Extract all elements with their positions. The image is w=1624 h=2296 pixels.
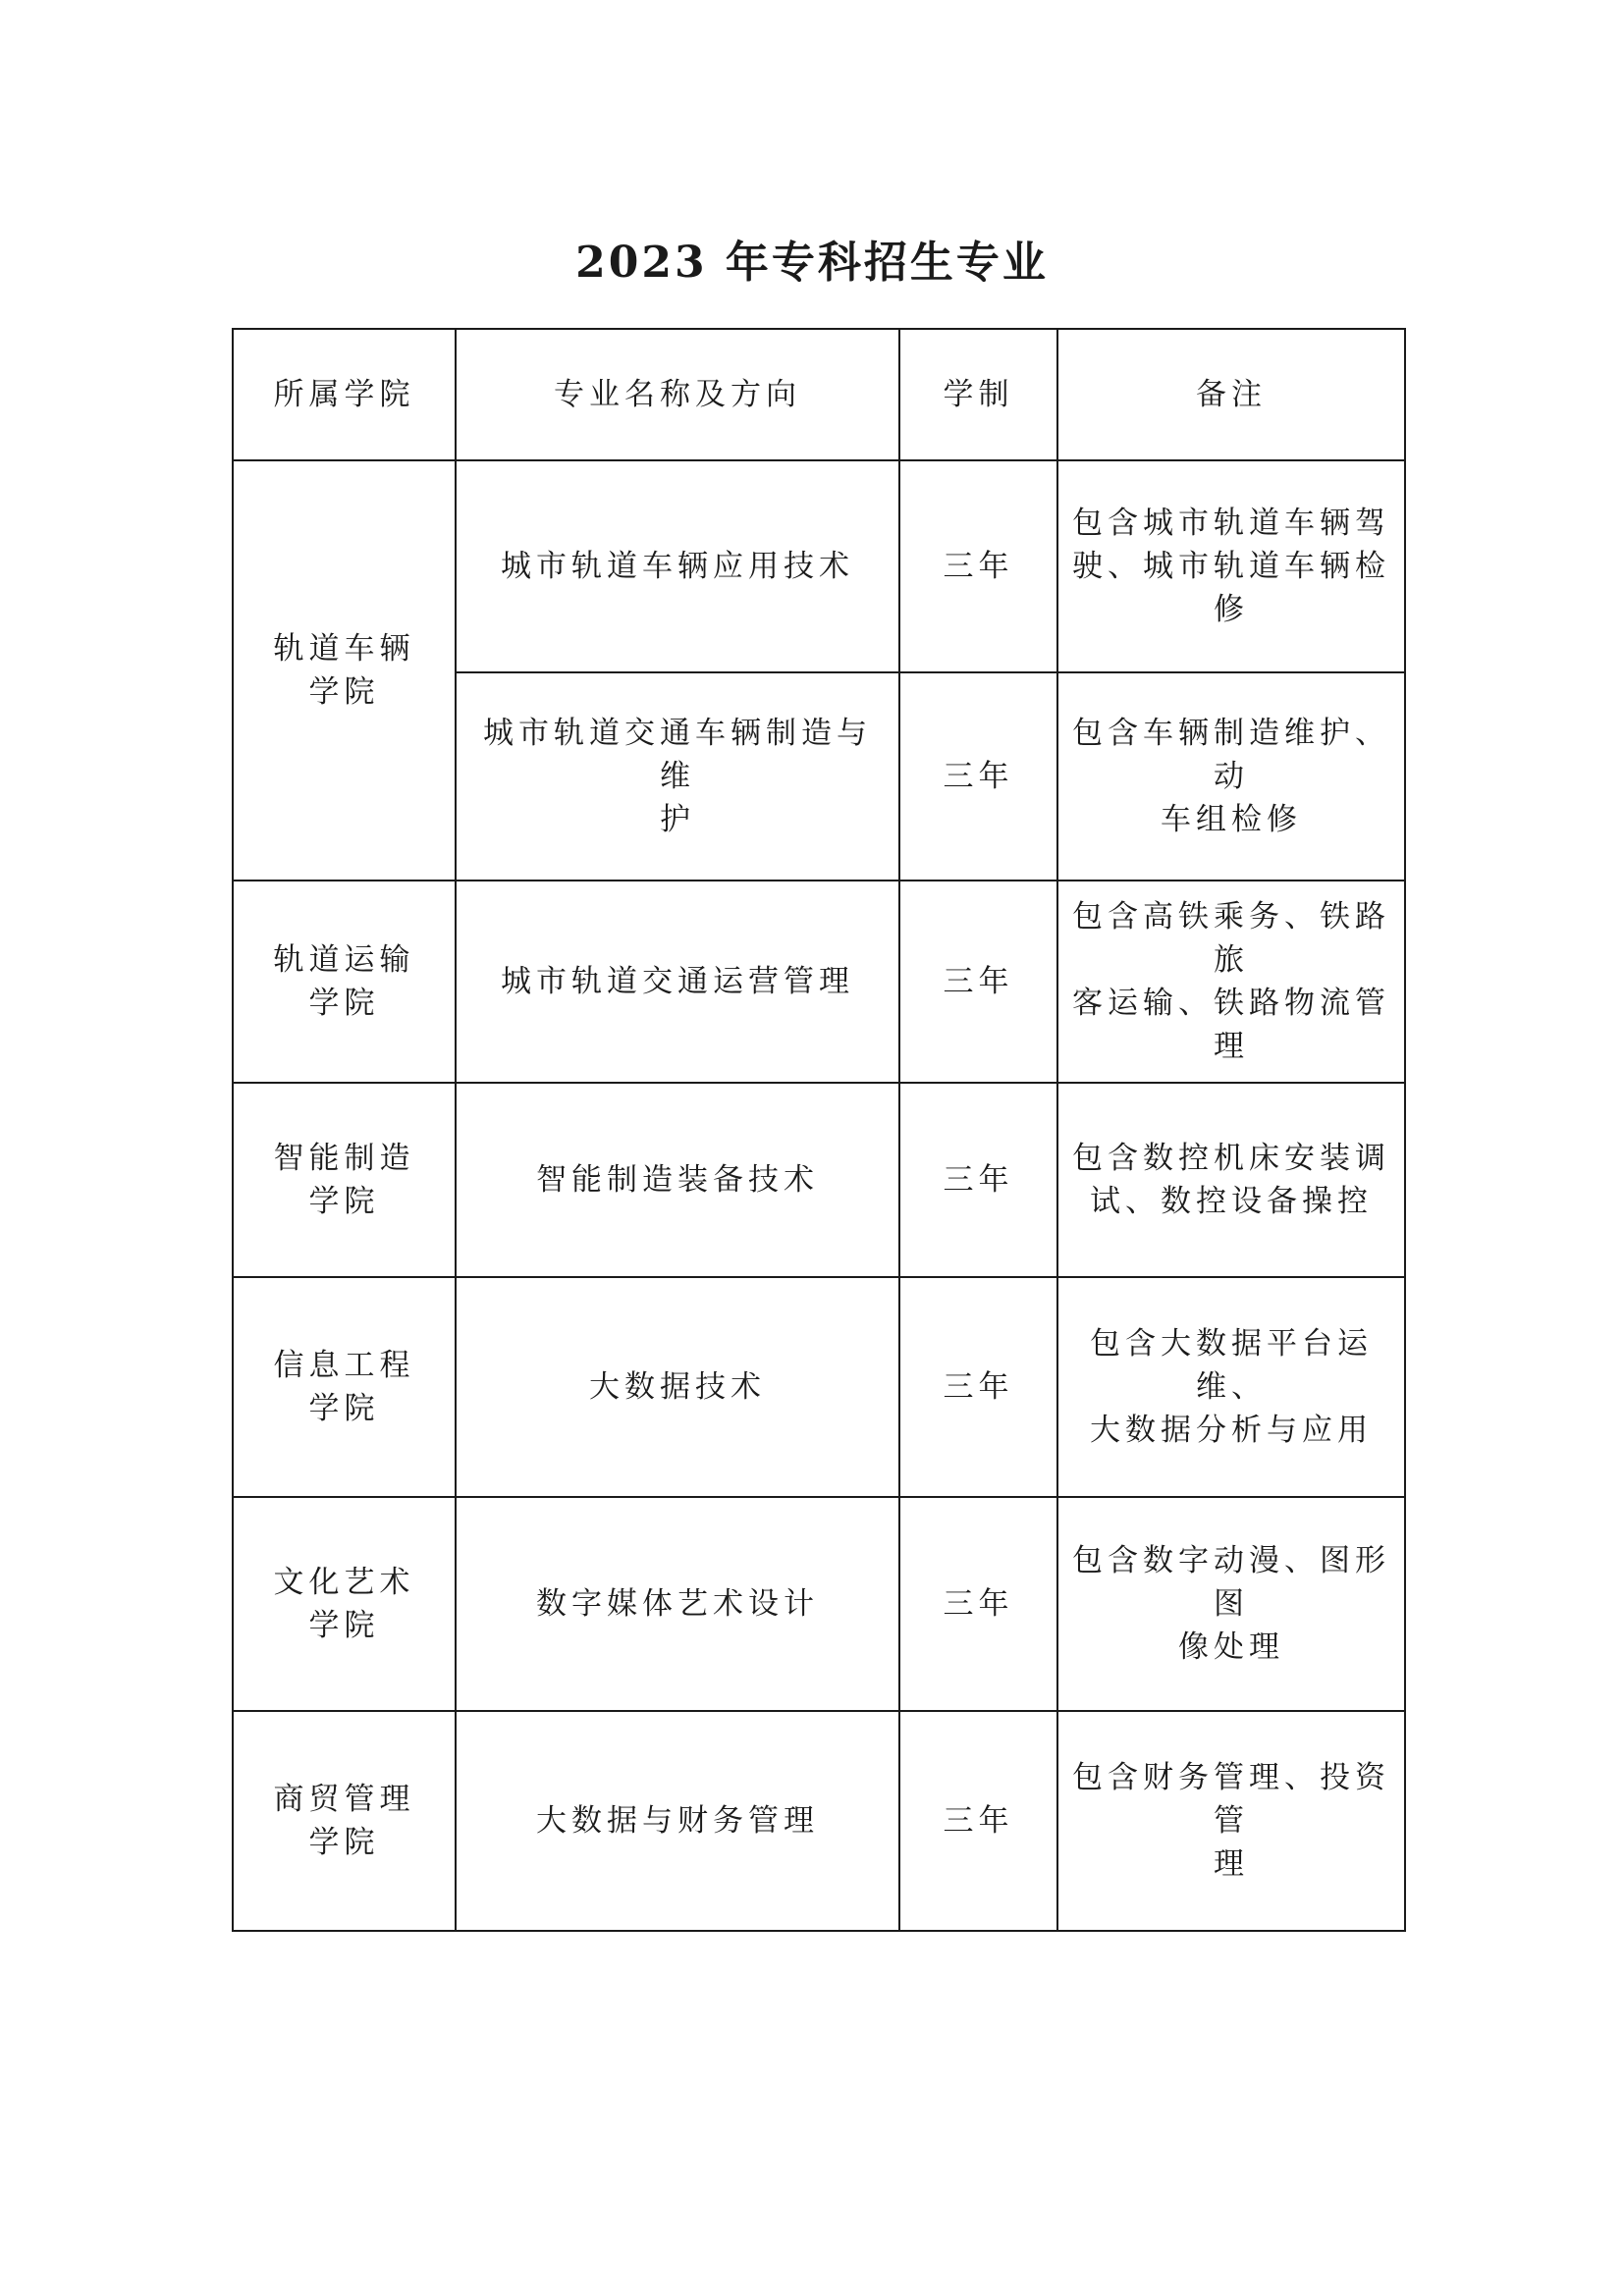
college-cell — [233, 881, 456, 1083]
table-row — [233, 1083, 1405, 1277]
college-name-line: 智能制造 — [273, 1141, 415, 1176]
note-line: 试、数控设备操控 — [1090, 1184, 1373, 1219]
table-row — [233, 881, 1405, 1083]
table-row — [233, 1711, 1405, 1931]
major-name-line: 城市轨道交通车辆制造与维 — [483, 716, 872, 794]
major-cell — [456, 1711, 899, 1931]
header-duration: 学制 — [899, 329, 1057, 460]
note-line: 包含大数据平台运维、 — [1090, 1326, 1373, 1405]
duration-cell: 三年 — [899, 460, 1057, 672]
note-line: 车组检修 — [1161, 802, 1302, 837]
college-name-line: 学院 — [308, 1825, 380, 1860]
major-name-line: 大数据与财务管理 — [536, 1803, 819, 1839]
major-name-line: 数字媒体艺术设计 — [536, 1586, 819, 1622]
duration-cell: 三年 — [899, 672, 1057, 881]
note-cell — [1057, 1277, 1405, 1497]
college-name-line: 商贸管理 — [273, 1782, 415, 1817]
duration-cell: 三年 — [899, 1497, 1057, 1711]
college-name-line: 文化艺术 — [273, 1565, 415, 1600]
major-cell — [456, 672, 899, 881]
note-line: 包含城市轨道车辆驾 — [1072, 506, 1390, 541]
major-cell — [456, 881, 899, 1083]
note-cell — [1057, 1711, 1405, 1931]
table-row — [233, 1497, 1405, 1711]
page-title: 2023 年专科招生专业 — [575, 238, 1049, 288]
note-line: 包含数字动漫、图形图 — [1072, 1543, 1390, 1622]
college-name-line: 轨道运输 — [273, 942, 415, 978]
header-major: 专业名称及方向 — [456, 329, 899, 460]
college-cell — [233, 1711, 456, 1931]
note-line: 包含高铁乘务、铁路旅 — [1072, 899, 1390, 978]
table-row — [233, 1277, 1405, 1497]
note-cell — [1057, 672, 1405, 881]
table-header-row — [233, 329, 1405, 460]
note-line: 驶、城市轨道车辆检修 — [1072, 549, 1390, 627]
note-cell — [1057, 1083, 1405, 1277]
note-line: 包含数控机床安装调 — [1072, 1141, 1390, 1176]
major-cell — [456, 1277, 899, 1497]
college-name-line: 学院 — [308, 1608, 380, 1643]
duration-cell: 三年 — [899, 1277, 1057, 1497]
college-cell — [233, 460, 456, 881]
college-name-line: 学院 — [308, 986, 380, 1021]
college-name-line: 学院 — [308, 1184, 380, 1219]
major-name-line: 智能制造装备技术 — [536, 1162, 819, 1198]
major-name-line: 大数据技术 — [589, 1369, 766, 1405]
duration-cell: 三年 — [899, 881, 1057, 1083]
college-name-line: 学院 — [308, 674, 380, 710]
note-line: 大数据分析与应用 — [1090, 1413, 1373, 1448]
major-cell — [456, 1083, 899, 1277]
college-cell — [233, 1083, 456, 1277]
note-cell — [1057, 881, 1405, 1083]
note-line: 客运输、铁路物流管理 — [1072, 986, 1390, 1064]
table-row — [233, 460, 1405, 672]
duration-cell: 三年 — [899, 1711, 1057, 1931]
note-cell — [1057, 1497, 1405, 1711]
duration-cell: 三年 — [899, 1083, 1057, 1277]
major-name-line: 城市轨道交通运营管理 — [501, 964, 854, 999]
major-name-line: 护 — [660, 802, 695, 837]
note-line: 理 — [1214, 1846, 1249, 1882]
college-name-line: 轨道车辆 — [273, 631, 415, 667]
note-line: 包含车辆制造维护、动 — [1072, 716, 1390, 794]
header-note: 备注 — [1057, 329, 1405, 460]
header-college: 所属学院 — [233, 329, 456, 460]
major-cell — [456, 1497, 899, 1711]
note-line: 像处理 — [1178, 1629, 1284, 1665]
note-line: 包含财务管理、投资管 — [1072, 1760, 1390, 1839]
majors-table — [232, 328, 1406, 1932]
college-cell — [233, 1277, 456, 1497]
college-name-line: 信息工程 — [273, 1348, 415, 1383]
note-cell — [1057, 460, 1405, 672]
college-name-line: 学院 — [308, 1391, 380, 1426]
major-name-line: 城市轨道车辆应用技术 — [501, 549, 854, 584]
college-cell — [233, 1497, 456, 1711]
major-cell — [456, 460, 899, 672]
